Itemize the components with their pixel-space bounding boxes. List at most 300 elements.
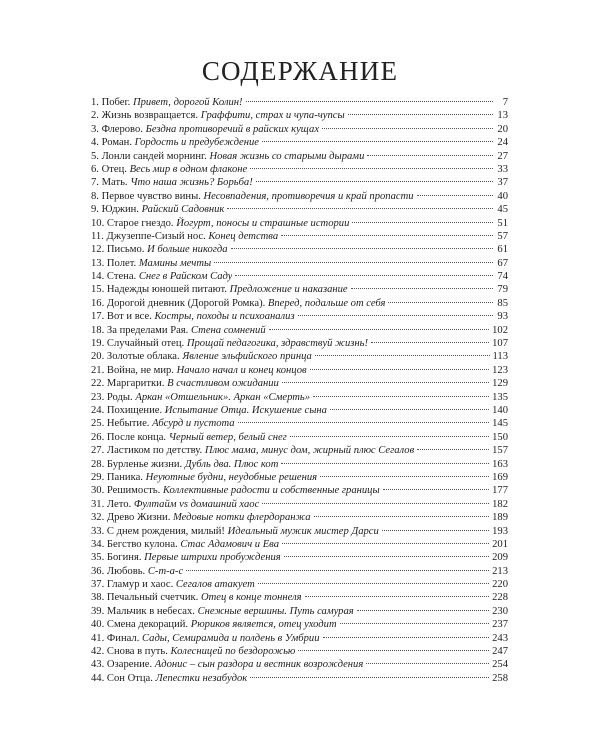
entry-text (91, 310, 295, 323)
chapter-subtitle: Испытание Отца. Искушение сына (164, 404, 327, 416)
entry-text (91, 538, 279, 551)
toc-entry (91, 136, 508, 149)
page-number: 169 (492, 471, 508, 483)
chapter-title: Паника. (106, 471, 143, 483)
page-number: 150 (492, 431, 508, 443)
page-number: 220 (492, 579, 508, 591)
dot-leader (340, 622, 489, 624)
dot-leader (246, 100, 493, 102)
toc-entry (91, 578, 508, 591)
entry-text (91, 645, 295, 658)
toc-entry (91, 658, 508, 671)
chapter-title: Золотые облака. (106, 351, 180, 363)
page-number: 24 (497, 137, 508, 149)
page-number: 107 (492, 338, 508, 350)
toc-entry (91, 109, 508, 122)
chapter-title: Печальный счетчик. (106, 592, 199, 604)
chapter-title: Озарение. (106, 659, 153, 671)
dot-leader (281, 462, 489, 464)
chapter-number: 5. (91, 150, 99, 162)
chapter-subtitle: Абсурд и пустота (152, 418, 235, 430)
chapter-subtitle: Фултайм vs домашний хаос (133, 498, 260, 510)
chapter-title: Жизнь возвращается. (101, 110, 199, 122)
chapter-title: Стена. (106, 271, 137, 283)
dot-leader (417, 448, 489, 450)
chapter-number: 34. (91, 538, 105, 550)
toc-entry (91, 565, 508, 578)
page-number: 230 (492, 605, 508, 617)
chapter-title: Бурленье жизни. (106, 458, 183, 470)
dot-leader (383, 488, 489, 490)
chapter-subtitle: Йогурт, поносы и страшные истории (176, 217, 350, 229)
page-number: 102 (492, 324, 508, 336)
chapter-subtitle: Костры, походы и психоанализ (154, 311, 295, 323)
chapter-number: 15. (91, 284, 105, 296)
page-number: 201 (492, 538, 508, 550)
entry-text (91, 283, 348, 296)
toc-entry (91, 176, 508, 189)
dot-leader (258, 582, 489, 584)
page-number: 61 (497, 244, 508, 256)
dot-leader (284, 555, 489, 557)
chapter-number: 27. (91, 445, 105, 457)
chapter-number: 33. (91, 525, 105, 537)
chapter-number: 35. (91, 552, 105, 564)
chapter-title: Снова в путь. (106, 646, 168, 658)
dot-leader (323, 636, 490, 638)
dot-leader (282, 381, 489, 383)
page-number: 247 (492, 646, 508, 658)
chapter-number: 36. (91, 565, 105, 577)
entry-text (91, 297, 385, 310)
toc-entry (91, 431, 508, 444)
chapter-subtitle: Коллективные радости и собственные границы (162, 485, 380, 497)
chapter-title: Похищение. (106, 404, 163, 416)
dot-leader (281, 234, 493, 236)
chapter-number: 44. (91, 672, 105, 684)
chapter-title: Небытие. (106, 418, 150, 430)
chapter-number: 9. (91, 204, 99, 216)
chapter-title: Отец. (101, 163, 127, 175)
dot-leader (250, 167, 493, 169)
toc-entry (91, 511, 508, 524)
entry-text (91, 618, 337, 631)
chapter-subtitle: С-т-а-с (147, 565, 184, 577)
entry-text (91, 658, 363, 671)
toc-entry (91, 538, 508, 551)
toc-entry (91, 525, 508, 538)
chapter-subtitle: Граффити, страх и чупа-чупсы (200, 110, 345, 122)
chapter-title: Бегство кулона. (106, 538, 178, 550)
chapter-subtitle: Неуютные будни, неудобные решения (145, 471, 318, 483)
toc-entry (91, 551, 508, 564)
chapter-title: Древо Жизни. (106, 512, 171, 524)
entry-text (91, 243, 228, 256)
page-number: 57 (497, 230, 508, 242)
chapter-number: 19. (91, 338, 105, 350)
entry-text (91, 458, 278, 471)
page-number: 145 (492, 418, 508, 430)
chapter-subtitle: Аркан «Отшельник». Аркан «Смерть» (135, 391, 310, 403)
dot-leader (282, 542, 489, 544)
chapter-number: 22. (91, 378, 105, 390)
chapter-number: 20. (91, 351, 105, 363)
entry-text (91, 203, 224, 216)
chapter-subtitle: Медовые нотки флердоранжа (173, 512, 311, 524)
dot-leader (382, 529, 489, 531)
chapter-subtitle: Что наша жизнь? Борьба! (130, 177, 253, 189)
page-title: СОДЕРЖАНИЕ (201, 56, 399, 86)
entry-text (91, 337, 368, 350)
chapter-subtitle: Сегалов атакует (175, 579, 255, 591)
chapter-title: Война, не мир. (106, 364, 174, 376)
chapter-title: Юджин. (101, 204, 139, 216)
chapter-subtitle: Черный ветер, белый снег (168, 431, 287, 443)
chapter-number: 21. (91, 364, 105, 376)
toc-entry (91, 217, 508, 230)
chapter-subtitle: Несовпадения, противоречия и край пропасти (203, 190, 414, 202)
chapter-title: Любовь. (106, 565, 146, 577)
toc-entry (91, 324, 508, 337)
chapter-title: Ластиком по детству. (106, 445, 203, 457)
chapter-subtitle: И больше никогда (147, 244, 228, 256)
toc-entry (91, 498, 508, 511)
chapter-title: Роман. (101, 137, 132, 149)
entry-text (91, 109, 345, 122)
chapter-title: Побег. (101, 97, 131, 108)
dot-leader (262, 502, 489, 504)
chapter-subtitle: Адонис – сын раздора и вестник возрождения (154, 659, 364, 671)
toc-entry (91, 297, 508, 310)
chapter-number: 37. (91, 579, 105, 591)
page-number: 213 (492, 565, 508, 577)
chapter-number: 39. (91, 605, 105, 617)
toc-entry (91, 270, 508, 283)
chapter-subtitle: Снежные вершины. Путь самурая (197, 605, 354, 617)
toc-entry (91, 163, 508, 176)
chapter-title: Надежды юношей питают. (106, 284, 227, 296)
dot-leader (315, 354, 490, 356)
chapter-number: 25. (91, 418, 105, 430)
entry-text (91, 163, 247, 176)
toc-entry (91, 484, 508, 497)
chapter-title: После конца. (106, 431, 167, 443)
chapter-title: Старое гнездо. (106, 217, 174, 229)
chapter-number: 18. (91, 324, 105, 336)
page-number: 74 (497, 271, 508, 283)
entry-text (91, 150, 364, 163)
dot-leader (352, 221, 493, 223)
chapter-subtitle: Первые штрихи пробуждения (144, 552, 281, 564)
chapter-subtitle: Предложение и наказание (229, 284, 348, 296)
toc-entry (91, 605, 508, 618)
chapter-subtitle: В счастливом ожидании (167, 378, 279, 390)
chapter-number: 1. (91, 97, 99, 108)
entry-text (91, 123, 319, 136)
page-number: 193 (492, 525, 508, 537)
page-number: 45 (497, 204, 508, 216)
entry-text (91, 591, 302, 604)
chapter-number: 3. (91, 123, 99, 135)
chapter-subtitle: Сады, Семирамида и полдень в Умбрии (142, 632, 320, 644)
entry-text (91, 672, 247, 685)
entry-text (91, 176, 253, 189)
chapter-title: Письмо. (106, 244, 145, 256)
chapter-number: 2. (91, 110, 99, 122)
table-of-contents (91, 96, 508, 685)
dot-leader (262, 140, 493, 142)
dot-leader (256, 180, 493, 182)
chapter-title: Финал. (106, 632, 140, 644)
entry-text (91, 444, 414, 457)
chapter-title: Флерово. (101, 123, 143, 135)
chapter-subtitle: Начало начал и конец концов (176, 364, 307, 376)
chapter-subtitle: Гордость и предубеждение (134, 137, 260, 149)
chapter-subtitle: Конец детства (208, 230, 279, 242)
chapter-number: 26. (91, 431, 105, 443)
chapter-number: 6. (91, 163, 99, 175)
toc-entry (91, 672, 508, 685)
chapter-subtitle: Прощай педагогика, здравствуй жизнь! (186, 338, 369, 350)
chapter-number: 43. (91, 659, 105, 671)
page-number: 13 (497, 110, 508, 122)
chapter-subtitle: Снег в Райском Саду (138, 271, 233, 283)
chapter-subtitle: Мамины мечты (138, 257, 212, 269)
dot-leader (235, 274, 493, 276)
dot-leader (238, 421, 490, 423)
chapter-number: 17. (91, 311, 105, 323)
toc-entry (91, 230, 508, 243)
chapter-number: 23. (91, 391, 105, 403)
dot-leader (314, 515, 490, 517)
dot-leader (310, 368, 489, 370)
page-number: 209 (492, 552, 508, 564)
toc-entry (91, 150, 508, 163)
chapter-title: Лето. (106, 498, 132, 510)
chapter-subtitle: Новая жизнь со старыми дырами (209, 150, 365, 162)
dot-leader (330, 408, 489, 410)
chapter-number: 10. (91, 217, 105, 229)
toc-entry (91, 257, 508, 270)
entry-text (91, 578, 255, 591)
toc-entry (91, 404, 508, 417)
entry-text (91, 364, 307, 377)
toc-entry (91, 645, 508, 658)
entry-text (91, 417, 235, 430)
entry-text (91, 498, 259, 511)
toc-entry (91, 203, 508, 216)
chapter-subtitle: Колесницей по бездорожью (170, 646, 296, 658)
toc-entry (91, 243, 508, 256)
toc-entry (91, 364, 508, 377)
toc-entry (91, 618, 508, 631)
toc-entry (91, 337, 508, 350)
chapter-title: Мальчик в небесах. (106, 605, 195, 617)
toc-entry (91, 391, 508, 404)
dot-leader (371, 341, 489, 343)
page-number: 85 (497, 297, 508, 309)
entry-text (91, 471, 317, 484)
entry-text (91, 190, 414, 203)
chapter-title: Решимость. (106, 485, 161, 497)
page-number: 228 (492, 592, 508, 604)
entry-text (91, 525, 379, 538)
entry-text (91, 551, 281, 564)
page-number: 243 (492, 632, 508, 644)
toc-entry (91, 283, 508, 296)
page-number: 67 (497, 257, 508, 269)
chapter-subtitle: Отец в конце тоннеля (200, 592, 302, 604)
chapter-number: 11. (91, 230, 104, 242)
page-number: 79 (497, 284, 508, 296)
page-number: 177 (492, 485, 508, 497)
page-number: 20 (497, 123, 508, 135)
dot-leader (348, 113, 493, 115)
chapter-subtitle: Рюриков является, отец уходит (190, 619, 337, 631)
chapter-subtitle: Плюс мама, минус дом, жирный плюс Сегалов (204, 445, 415, 457)
chapter-subtitle: Дубль два. Плюс кот (184, 458, 279, 470)
chapter-number: 14. (91, 271, 105, 283)
chapter-number: 16. (91, 297, 105, 309)
chapter-subtitle: Стена сомнений (190, 324, 266, 336)
chapter-number: 7. (91, 177, 99, 189)
entry-text (91, 230, 278, 243)
entry-text (91, 270, 232, 283)
entry-text (91, 511, 311, 524)
entry-text (91, 96, 243, 109)
chapter-number: 38. (91, 592, 105, 604)
chapter-number: 41. (91, 632, 105, 644)
chapter-number: 30. (91, 485, 105, 497)
page-number: 163 (492, 458, 508, 470)
entry-text (91, 632, 320, 645)
dot-leader (367, 154, 493, 156)
page-number: 237 (492, 619, 508, 631)
entry-text (91, 350, 312, 363)
entry-text (91, 257, 211, 270)
page-number: 40 (497, 190, 508, 202)
dot-leader (305, 595, 490, 597)
chapter-title: Сон Отца. (106, 672, 153, 684)
page-number: 189 (492, 512, 508, 524)
chapter-subtitle: Привет, дорогой Колин! (132, 97, 243, 108)
dot-leader (231, 247, 493, 249)
page-number: 123 (492, 364, 508, 376)
chapter-number: 32. (91, 512, 105, 524)
toc-entry (91, 96, 508, 109)
chapter-number: 24. (91, 404, 105, 416)
toc-entry (91, 458, 508, 471)
entry-text (91, 431, 287, 444)
chapter-number: 28. (91, 458, 105, 470)
page-number: 27 (497, 150, 508, 162)
dot-leader (351, 287, 493, 289)
chapter-number: 29. (91, 471, 105, 483)
chapter-title: С днем рождения, милый! (106, 525, 225, 537)
entry-text (91, 324, 266, 337)
entry-text (91, 605, 354, 618)
entry-text (91, 484, 380, 497)
toc-entry (91, 310, 508, 323)
page-number: 254 (492, 659, 508, 671)
toc-entry (91, 444, 508, 457)
page-number: 258 (492, 672, 508, 684)
dot-leader (313, 395, 489, 397)
page-number: 33 (497, 163, 508, 175)
dot-leader (214, 261, 493, 263)
chapter-title: Первое чувство вины. (101, 190, 201, 202)
dot-leader (388, 301, 493, 303)
toc-entry (91, 591, 508, 604)
toc-entry (91, 417, 508, 430)
dot-leader (290, 435, 489, 437)
chapter-title: Случайный отец. (106, 338, 185, 350)
toc-entry (91, 377, 508, 390)
chapter-title: Смена декораций. (106, 619, 189, 631)
chapter-number: 42. (91, 646, 105, 658)
dot-leader (322, 127, 493, 129)
chapter-title: Джузеппе-Сизый нос. (106, 230, 206, 242)
chapter-title: Гламур и хаос. (106, 579, 174, 591)
chapter-subtitle: Весь мир в одном флаконе (129, 163, 248, 175)
chapter-title: Вот и все. (106, 311, 152, 323)
toc-entry (91, 471, 508, 484)
chapter-title: Богиня. (106, 552, 142, 564)
page-number: 51 (497, 217, 508, 229)
chapter-number: 40. (91, 619, 105, 631)
page-number: 7 (502, 97, 508, 108)
toc-entry (91, 190, 508, 203)
entry-text (91, 391, 310, 404)
dot-leader (298, 649, 489, 651)
chapter-title: За пределами Рая. (106, 324, 189, 336)
chapter-title: Маргаритки. (106, 378, 165, 390)
chapter-subtitle: Идеальный мужик мистер Дарси (227, 525, 379, 537)
dot-leader (298, 314, 493, 316)
toc-entry (91, 350, 508, 363)
page-number: 113 (492, 351, 508, 363)
dot-leader (417, 194, 493, 196)
chapter-subtitle: Бездна противоречий в райских кущах (145, 123, 320, 135)
chapter-title: Полет. (106, 257, 137, 269)
chapter-number: 13. (91, 257, 105, 269)
dot-leader (366, 662, 489, 664)
toc-entry (91, 632, 508, 645)
chapter-title: Роды. (106, 391, 133, 403)
chapter-subtitle: Райский Садовник (141, 204, 225, 216)
chapter-subtitle: Вперед, подальше от себя (267, 297, 386, 309)
chapter-subtitle: Явление эльфийского принца (182, 351, 312, 363)
entry-text (91, 217, 349, 230)
entry-text (91, 136, 259, 149)
page-number: 37 (497, 177, 508, 189)
dot-leader (269, 328, 489, 330)
chapter-subtitle: Лепестки незабудок (155, 672, 248, 684)
entry-text (91, 377, 279, 390)
dot-leader (320, 475, 489, 477)
dot-leader (227, 207, 493, 209)
chapter-number: 12. (91, 244, 105, 256)
page-number: 140 (492, 404, 508, 416)
chapter-subtitle: Стас Адамович и Ева (180, 538, 280, 550)
chapter-number: 8. (91, 190, 99, 202)
page-number: 182 (492, 498, 508, 510)
chapter-title: Лонли сандей морнинг. (101, 150, 207, 162)
chapter-title: Дорогой дневник (Дорогой Ромка). (106, 297, 266, 309)
chapter-title: Мать. (101, 177, 128, 189)
dot-leader (357, 609, 489, 611)
page-number: 135 (492, 391, 508, 403)
